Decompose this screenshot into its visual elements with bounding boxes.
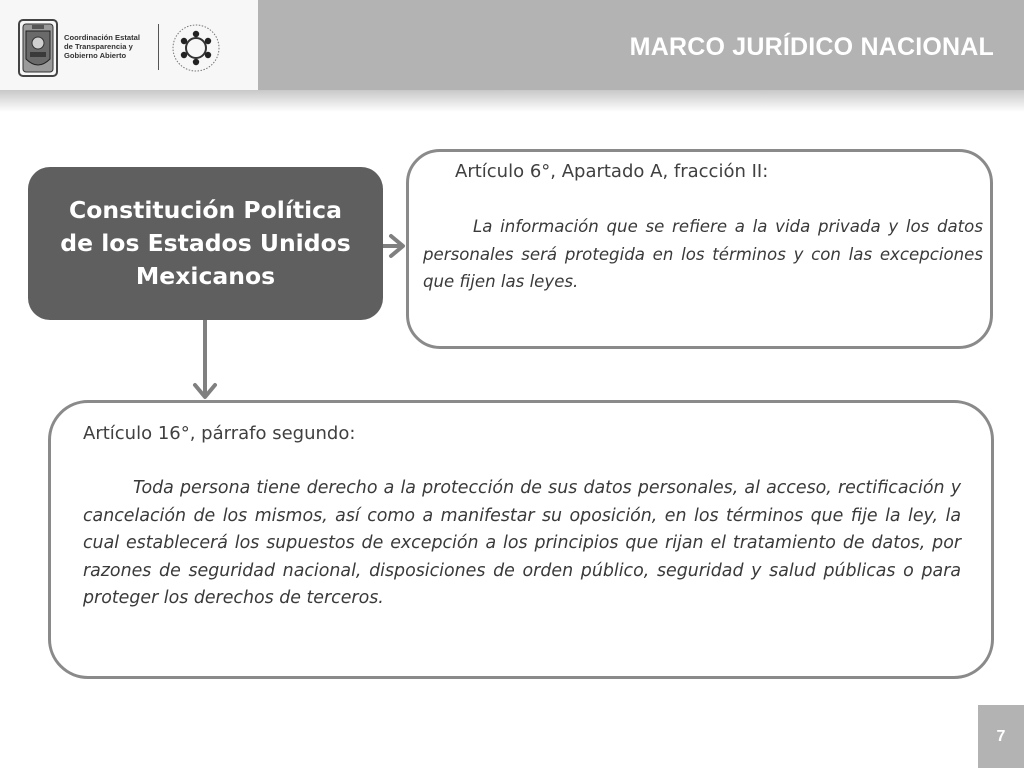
header-shadow	[0, 90, 1024, 112]
org-name-line: Coordinación Estatal	[64, 33, 140, 42]
page-number: 7	[996, 727, 1006, 745]
org-name-line: de Transparencia y	[64, 41, 133, 51]
article-16-text: Toda persona tiene derecho a la protección de sus datos personales, al acceso, rectificación y cancelación de los mismos, así como a manifestar su oposición, en los términos que fije la ley, la cual establecerá los supuestos de excepción a los principios que rijan el tratamiento de datos, por razones de seguridad nacional, disposiciones de orden público, seguridad y salud públicas o para proteger los derechos de terceros.	[83, 478, 961, 608]
logo-divider	[158, 24, 159, 70]
page-number-box	[978, 705, 1024, 768]
state-seal-icon	[18, 19, 58, 77]
article-6-text: La información que se refiere a la vida privada y los datos personales será protegida en los términos y con las excepciones que fijen las leyes.	[423, 217, 983, 291]
arrow-right-icon	[383, 236, 403, 256]
article-6-box	[406, 149, 993, 349]
article-16-box	[48, 400, 994, 679]
constitution-box	[28, 167, 383, 320]
page-title: MARCO JURÍDICO NACIONAL	[629, 33, 994, 61]
constitution-label: Constitución Política de los Estados Unidos Mexicanos	[60, 196, 351, 290]
arrow-down-icon	[195, 320, 215, 397]
org-name-line: Gobierno Abierto	[64, 50, 127, 60]
cetga-ring-logo-icon	[171, 23, 221, 73]
header-logo-area	[0, 0, 258, 90]
article-6-heading: Artículo 6°, Apartado A, fracción II:	[455, 161, 769, 182]
article-16-heading: Artículo 16°, párrafo segundo:	[83, 423, 356, 444]
organization-name	[64, 34, 140, 60]
